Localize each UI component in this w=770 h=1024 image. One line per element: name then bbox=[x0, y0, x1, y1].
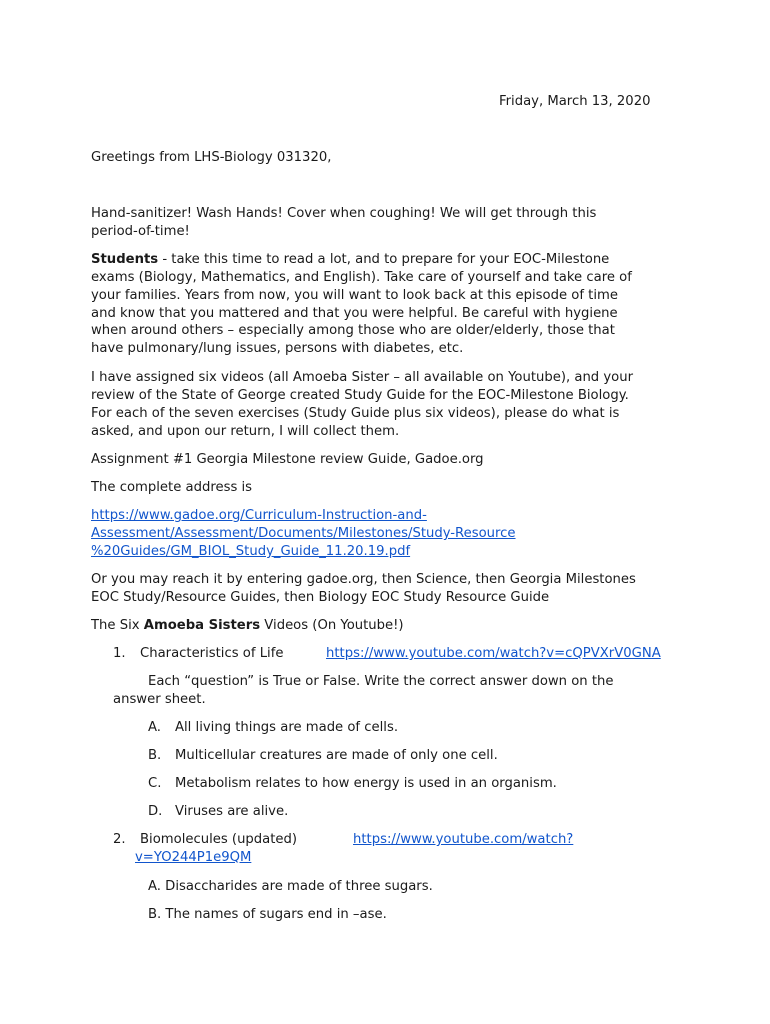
video-1-link[interactable]: https://www.youtube.com/watch?v=cQPVXrV0GNA bbox=[326, 646, 661, 661]
video-1-link-line[interactable] bbox=[326, 645, 661, 663]
question-1c-text: Metabolism relates to how energy is used in an organism. bbox=[175, 776, 557, 791]
students-text: - take this time to read a lot, and to prepare for your EOC-Milestone bbox=[158, 252, 610, 267]
video-1-instruction-line-1: Each “question” is True or False. Write the correct answer down on the bbox=[148, 674, 614, 689]
amoeba-sisters-label: Amoeba Sisters bbox=[143, 618, 261, 633]
assigned-paragraph-line-2: review of the State of George created Study Guide for the EOC-Milestone Biology. bbox=[91, 388, 629, 403]
video-2-number: 2. bbox=[113, 832, 126, 847]
study-guide-link-line-1[interactable] bbox=[91, 507, 681, 525]
study-guide-link[interactable]: https://www.gadoe.org/Curriculum-Instruction-and- bbox=[91, 508, 427, 523]
question-2b: B. The names of sugars end in –ase. bbox=[148, 907, 387, 922]
students-label: Students bbox=[91, 252, 159, 267]
question-1b-text: Multicellular creatures are made of only one cell. bbox=[175, 748, 498, 763]
assigned-paragraph-line-1: I have assigned six videos (all Amoeba Sister – all available on Youtube), and your bbox=[91, 370, 634, 385]
students-paragraph-line-5: when around others – especially among those who are older/elderly, those that bbox=[91, 323, 615, 338]
video-1-number: 1. bbox=[113, 646, 126, 661]
six-prefix: The Six bbox=[91, 618, 144, 633]
video-2-link-line-1[interactable] bbox=[353, 831, 573, 849]
question-1c-letter: C. bbox=[148, 776, 162, 791]
letter-date: Friday, March 13, 2020 bbox=[499, 94, 651, 109]
assignment-1-heading: Assignment #1 Georgia Milestone review Guide, Gadoe.org bbox=[91, 452, 484, 467]
video-2-link[interactable]: https://www.youtube.com/watch? bbox=[353, 832, 574, 847]
question-2a: A. Disaccharides are made of three sugars. bbox=[148, 879, 433, 894]
study-guide-link-line-3[interactable] bbox=[91, 543, 681, 561]
complete-address-label: The complete address is bbox=[91, 480, 253, 495]
hygiene-line-1: Hand-sanitizer! Wash Hands! Cover when coughing! We will get through this bbox=[91, 206, 597, 221]
question-1b-letter: B. bbox=[148, 748, 162, 763]
reach-line-2: EOC Study/Resource Guides, then Biology EOC Study Resource Guide bbox=[91, 590, 550, 605]
video-2-link-cont[interactable]: v=YO244P1e9QM bbox=[135, 850, 252, 865]
study-guide-link-end[interactable]: %20Guides/GM_BIOL_Study_Guide_11.20.19.pdf bbox=[91, 544, 411, 559]
hygiene-line-2: period-of-time! bbox=[91, 224, 190, 239]
video-2-link-line-2[interactable] bbox=[135, 849, 251, 867]
six-videos-heading bbox=[91, 617, 681, 635]
study-guide-link-line-2[interactable] bbox=[91, 525, 681, 543]
question-1a-text: All living things are made of cells. bbox=[175, 720, 399, 735]
students-paragraph-line-6: have pulmonary/lung issues, persons with diabetes, etc. bbox=[91, 341, 464, 356]
video-1-title: Characteristics of Life bbox=[140, 646, 284, 661]
assigned-paragraph-line-4: asked, and upon our return, I will collect them. bbox=[91, 424, 400, 439]
students-paragraph-line-3: your families. Years from now, you will want to look back at this episode of time bbox=[91, 288, 618, 303]
question-1a-letter: A. bbox=[148, 720, 161, 735]
students-paragraph-line-1 bbox=[91, 251, 681, 269]
study-guide-link-cont[interactable]: Assessment/Assessment/Documents/Milestones/Study-Resource bbox=[91, 526, 516, 541]
assigned-paragraph-line-3: For each of the seven exercises (Study Guide plus six videos), please do what is bbox=[91, 406, 620, 421]
students-paragraph-line-2: exams (Biology, Mathematics, and English). Take care of yourself and take care of bbox=[91, 270, 632, 285]
video-2-title: Biomolecules (updated) bbox=[140, 832, 298, 847]
question-1d-letter: D. bbox=[148, 804, 163, 819]
question-1d-text: Viruses are alive. bbox=[175, 804, 289, 819]
greeting: Greetings from LHS-Biology 031320, bbox=[91, 150, 332, 165]
reach-line-1: Or you may reach it by entering gadoe.org, then Science, then Georgia Milestones bbox=[91, 572, 636, 587]
students-paragraph-line-4: and know that you mattered and that you were helpful. Be careful with hygiene bbox=[91, 306, 618, 321]
video-1-instruction-line-2: answer sheet. bbox=[113, 692, 206, 707]
six-suffix: Videos (On Youtube!) bbox=[260, 618, 404, 633]
